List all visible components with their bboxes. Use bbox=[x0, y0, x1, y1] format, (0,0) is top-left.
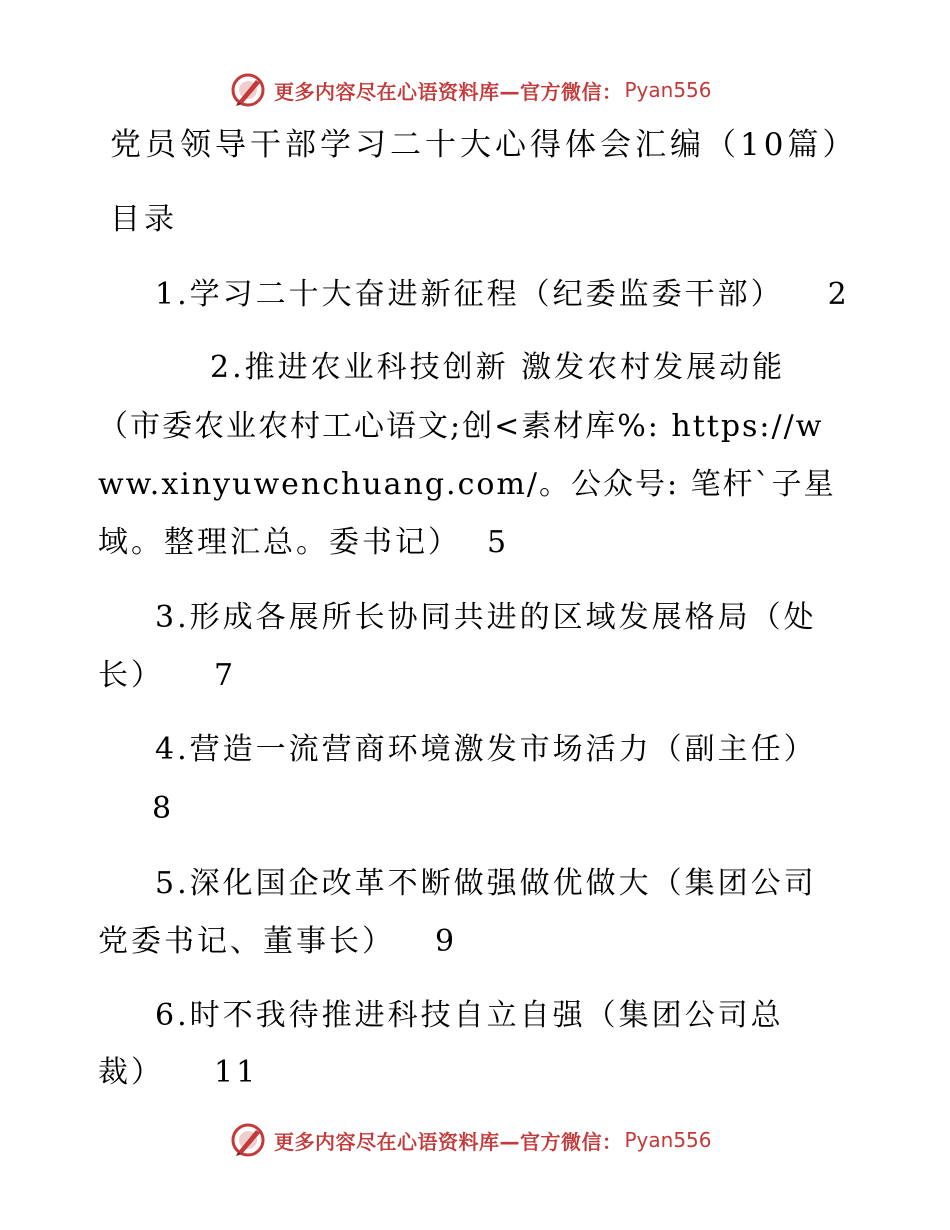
toc-entry-page: 11 bbox=[214, 1055, 259, 1090]
pen-logo-icon bbox=[230, 1122, 266, 1158]
toc-entry-text: 党委书记、董事长） bbox=[98, 924, 395, 959]
toc-entry-2-line-3: ww.xinyuwenchuang.com/。公众号: 笔杆`子星 bbox=[98, 467, 836, 502]
toc-entry-page: 2 bbox=[827, 277, 850, 312]
toc-entry-3-line-2 bbox=[98, 656, 236, 696]
toc-entry-4-line-1: 4.营造一流营商环境激发市场活力（副主任） bbox=[155, 732, 817, 767]
toc-entry-text: 1.学习二十大奋进新征程（纪委监委干部） bbox=[155, 277, 784, 312]
pen-logo-icon bbox=[230, 72, 266, 108]
page-title: 党员领导干部学习二十大心得体会汇编（10篇） bbox=[110, 127, 858, 163]
toc-entry-5-line-1: 5.深化国企改革不断做强做优做大（集团公司 bbox=[155, 866, 817, 901]
toc-heading: 目录 bbox=[110, 202, 178, 237]
toc-entry-page: 5 bbox=[487, 525, 510, 560]
toc-entry-2-line-1: 2.推进农业科技创新 激发农村发展动能 bbox=[210, 350, 786, 385]
banner-text: 更多内容尽在心语资料库—官方微信： bbox=[274, 1129, 623, 1154]
banner-wechat-id: Pyan556 bbox=[624, 78, 712, 102]
toc-entry-2-line-2: （市委农业农村工心语文;创<素材库%: https://w bbox=[98, 409, 824, 444]
toc-entry-6-line-2 bbox=[98, 1053, 258, 1093]
toc-entry-6-line-1: 6.时不我待推进科技自立自强（集团公司总 bbox=[155, 998, 784, 1033]
toc-entry-text: 长） bbox=[98, 658, 164, 693]
toc-entry-page: 7 bbox=[214, 658, 237, 693]
banner-text: 更多内容尽在心语资料库—官方微信： bbox=[274, 79, 623, 104]
toc-entry-2-line-4 bbox=[98, 523, 509, 563]
toc-entry-page: 9 bbox=[435, 924, 458, 959]
toc-entry-text: 裁） bbox=[98, 1055, 164, 1090]
toc-entry-text: 域。整理汇总。委书记） bbox=[98, 525, 461, 560]
toc-entry-3-line-1: 3.形成各展所长协同共进的区域发展格局（处 bbox=[155, 600, 817, 635]
top-watermark-banner bbox=[230, 70, 712, 110]
banner-wechat-id: Pyan556 bbox=[624, 1128, 712, 1152]
toc-entry-1 bbox=[155, 275, 850, 315]
toc-entry-4-page: 8 bbox=[152, 791, 175, 826]
bottom-watermark-banner bbox=[230, 1120, 712, 1160]
toc-entry-5-line-2 bbox=[98, 922, 457, 962]
